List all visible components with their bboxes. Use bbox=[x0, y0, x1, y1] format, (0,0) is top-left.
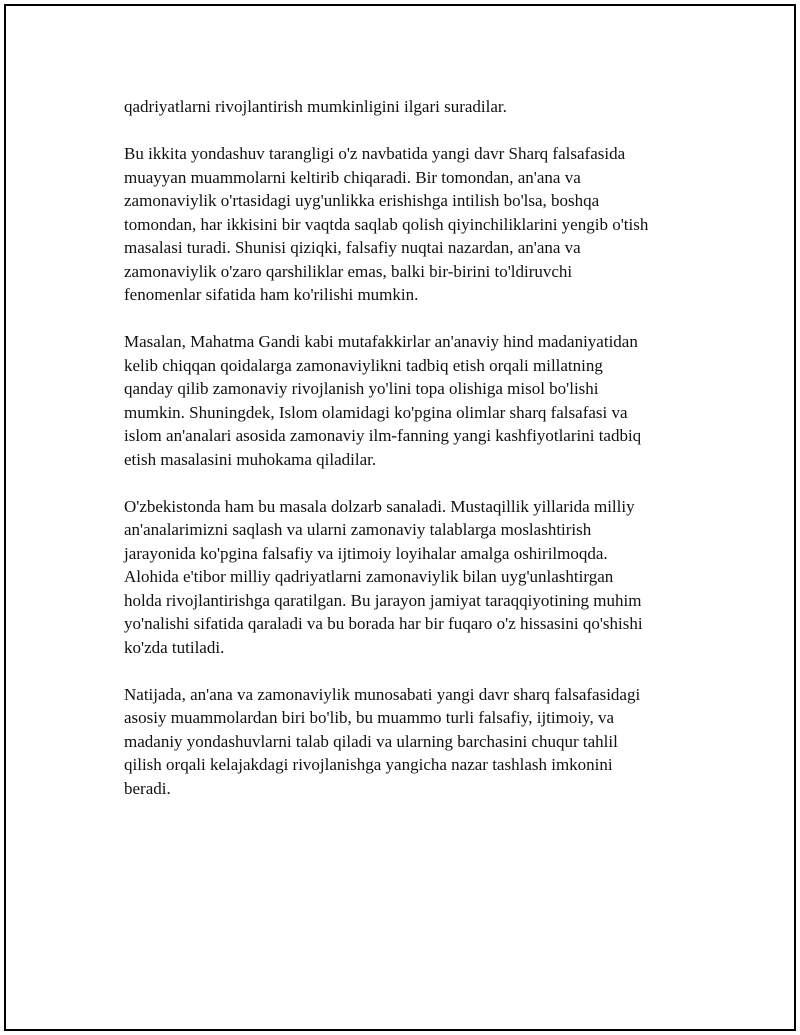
document-body bbox=[124, 95, 704, 824]
paragraph: Masalan, Mahatma Gandi kabi mutafakkirlar an'anaviy hind madaniyatidan kelib chiqqan qoidalarga zamonaviylikni tadbiq etish orqali millatning qanday qilib zamonaviy rivojlanish yo'lini topa olishiga misol bo'lishi mumkin. Shuningdek, Islom olamidagi ko'pgina olimlar sharq falsafasi va islom an'analari asosida zamonaviy ilm-fanning yangi kashfiyotlarini tadbiq etish masalasini muhokama qiladilar. bbox=[124, 332, 642, 469]
paragraph: Natijada, an'ana va zamonaviylik munosabati yangi davr sharq falsafasidagi asosiy muammolardan biri bo'lib, bu muammo turli falsafiy, ijtimoiy, va madaniy yondashuvlarni talab qiladi va ularning barchasini chuqur tahlil qilish orqali kelajakdagi rivojlanishga yangicha nazar tashlash imkonini beradi. bbox=[124, 684, 641, 798]
paragraph: O'zbekistonda ham bu masala dolzarb sanaladi. Mustaqillik yillarida milliy an'analarimizni saqlash va ularni zamonaviy talablarga moslashtirish jarayonida ko'pgina falsafiy va ijtimoiy loyihalar amalga oshirilmoqda. Alohida e'tibor milliy qadriyatlarni zamonaviylik bilan uyg'unlashtirgan holda rivojlantirishga qaratilgan. Bu jarayon jamiyat taraqqiyotining muhim yo'nalishi sifatida qaraladi va bu borada har bir fuqaro o'z hissasini qo'shishi ko'zda tutiladi. bbox=[124, 496, 643, 657]
paragraph: Bu ikkita yondashuv tarangligi o'z navbatida yangi davr Sharq falsafasida muayyan muammolarni keltirib chiqaradi. Bir tomondan, an'ana va zamonaviylik o'rtasidagi uyg'unlikka erishishga intilish bo'lsa, boshqa tomondan, har ikkisini bir vaqtda saqlab qolish qiyinchiliklarini yengib o'tish masalasi turadi. Shunisi qiziqki, falsafiy nuqtai nazardan, an'ana va zamonaviylik o'zaro qarshiliklar emas, balki bir-birini to'ldiruvchi fenomenlar sifatida ham ko'rilishi mumkin. bbox=[124, 144, 649, 304]
paragraph: qadriyatlarni rivojlantirish mumkinligini ilgari suradilar. bbox=[124, 97, 507, 116]
page-frame bbox=[4, 4, 796, 1031]
